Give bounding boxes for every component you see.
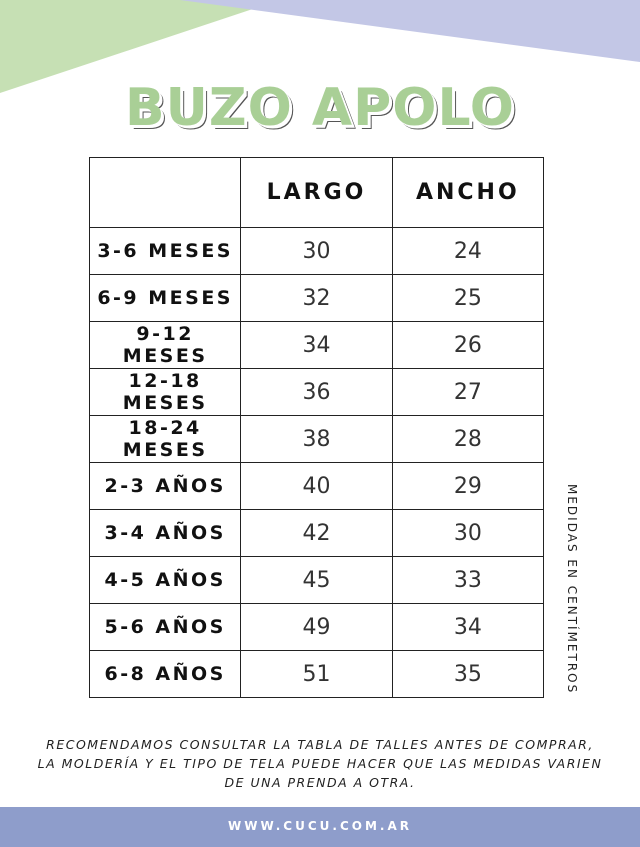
size-label: 4-5 AÑOS [90,557,241,604]
largo-value: 51 [241,651,392,698]
note-line: RECOMENDAMOS CONSULTAR LA TABLA DE TALLES ANTES DE COMPRAR, [46,737,594,752]
size-label: 6-8 AÑOS [90,651,241,698]
size-label: 6-9 MESES [90,275,241,322]
size-table [89,157,544,698]
ancho-value: 25 [392,275,543,322]
largo-value: 38 [241,416,392,463]
size-label: 12-18 MESES [90,369,241,416]
largo-value: 34 [241,322,392,369]
header-cell-empty [90,158,241,228]
table-header-row [90,158,544,228]
ancho-value: 33 [392,557,543,604]
footer-bar [0,807,640,847]
largo-value: 45 [241,557,392,604]
website-link[interactable]: WWW.CUCU.COM.AR [228,819,412,833]
size-label: 9-12 MESES [90,322,241,369]
note-line: LA MOLDERÍA Y EL TIPO DE TELA PUEDE HACER QUE LAS MEDIDAS VARIEN [37,756,603,771]
table-row [90,651,544,698]
size-label: 2-3 AÑOS [90,463,241,510]
size-label: 18-24 MESES [90,416,241,463]
largo-value: 40 [241,463,392,510]
table-row [90,275,544,322]
table-row [90,322,544,369]
table-row [90,510,544,557]
header-cell-largo: LARGO [241,158,392,228]
table-row [90,604,544,651]
largo-value: 42 [241,510,392,557]
ancho-value: 24 [392,228,543,275]
ancho-value: 30 [392,510,543,557]
table-row [90,369,544,416]
largo-value: 36 [241,369,392,416]
size-label: 5-6 AÑOS [90,604,241,651]
page-title: BUZO APOLO [125,78,515,138]
note-line: DE UNA PRENDA A OTRA. [224,775,416,790]
table-row [90,557,544,604]
ancho-value: 28 [392,416,543,463]
table-row [90,463,544,510]
table-row [90,416,544,463]
ancho-value: 35 [392,651,543,698]
largo-value: 30 [241,228,392,275]
units-note: MEDIDAS EN CENTÍMETROS [565,484,579,695]
ancho-value: 26 [392,322,543,369]
largo-value: 32 [241,275,392,322]
size-label: 3-4 AÑOS [90,510,241,557]
size-label: 3-6 MESES [90,228,241,275]
ancho-value: 27 [392,369,543,416]
recommendation-note [20,735,620,792]
ancho-value: 29 [392,463,543,510]
table-row [90,228,544,275]
ancho-value: 34 [392,604,543,651]
lavender-triangle-shape [180,0,640,62]
largo-value: 49 [241,604,392,651]
header-cell-ancho: ANCHO [392,158,543,228]
